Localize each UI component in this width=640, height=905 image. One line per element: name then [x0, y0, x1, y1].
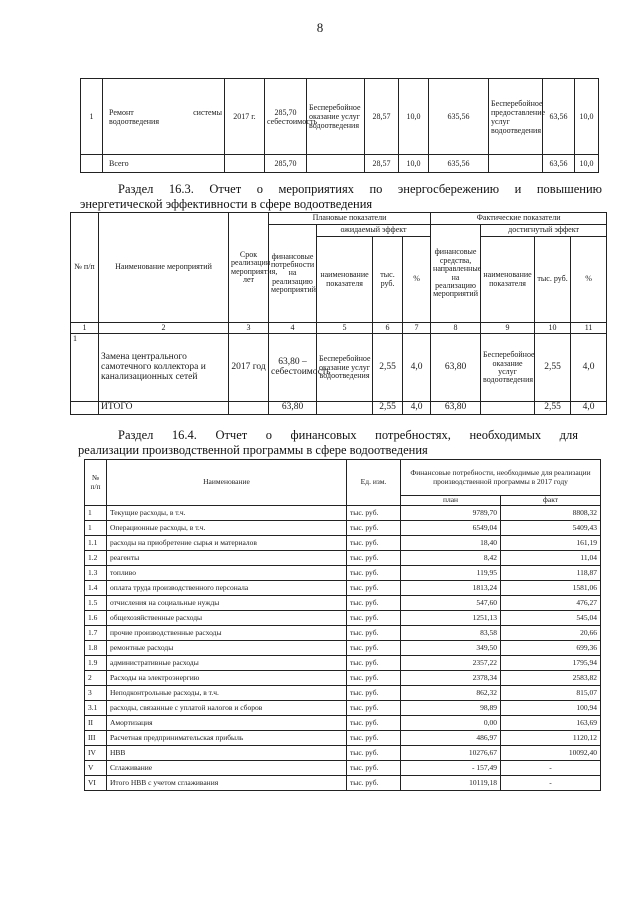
col-number: 8 — [431, 323, 481, 334]
row-fact: 5409,43 — [501, 521, 601, 536]
hdr-achieved: достигнутый эффект — [481, 225, 607, 237]
empty-cell — [307, 155, 365, 173]
row-unit: тыс. руб. — [347, 566, 401, 581]
row-name: Замена центрального самотечного коллектора и канализационных сетей — [99, 334, 229, 402]
row-plan: 862,32 — [401, 686, 501, 701]
total-label: ИТОГО — [99, 402, 229, 415]
row-fact: 8808,32 — [501, 506, 601, 521]
row-plan: 83,58 — [401, 626, 501, 641]
row-fact: 1120,12 — [501, 731, 601, 746]
hdr-pct: % — [403, 237, 431, 323]
heading-line: Раздел 16.4. Отчет о финансовых потребностях, необходимых для — [118, 428, 578, 442]
row-fact-pct: 4,0 — [571, 334, 607, 402]
total-fact-tr: 2,55 — [535, 402, 571, 415]
row-unit: тыс. руб. — [347, 761, 401, 776]
col-number: 10 — [535, 323, 571, 334]
table-row — [85, 521, 601, 536]
total-tr: 28,57 — [365, 155, 399, 173]
table-row — [85, 641, 601, 656]
row-name: реагенты — [107, 551, 347, 566]
col-number: 5 — [317, 323, 373, 334]
row-fact: 545,04 — [501, 611, 601, 626]
hdr-finance: финансовые потребности на реализацию мероприятий — [269, 225, 317, 323]
table-row-total — [71, 402, 607, 415]
row-unit: тыс. руб. — [347, 506, 401, 521]
row-name: Текущие расходы, в т.ч. — [107, 506, 347, 521]
row-fact: 118,87 — [501, 566, 601, 581]
row-plan: 18,40 — [401, 536, 501, 551]
row-plan: - 157,49 — [401, 761, 501, 776]
total-finance: 63,80 — [269, 402, 317, 415]
row-fact: 699,36 — [501, 641, 601, 656]
row-fact-finance: 63,80 — [431, 334, 481, 402]
row-plan: 10276,67 — [401, 746, 501, 761]
table-row — [85, 611, 601, 626]
table-water-repair — [80, 78, 599, 173]
heading-line: энергетической эффективности в сфере водоотведения — [80, 197, 373, 211]
table-row — [85, 506, 601, 521]
table-row — [85, 656, 601, 671]
row-tr: 2,55 — [373, 334, 403, 402]
row-name: топливо — [107, 566, 347, 581]
total-fact-tr: 63,56 — [543, 155, 575, 173]
empty-cell — [225, 155, 265, 173]
row-num: IV — [85, 746, 107, 761]
table-row — [85, 686, 601, 701]
row-period: 2017 год — [229, 334, 269, 402]
hdr-num: № п/п — [85, 460, 107, 506]
row-plan: 1251,13 — [401, 611, 501, 626]
table-row — [85, 731, 601, 746]
row-fact-finance: 635,56 — [429, 79, 489, 155]
table-row — [85, 716, 601, 731]
row-plan: 486,97 — [401, 731, 501, 746]
row-num: VI — [85, 776, 107, 791]
hdr-unit: Ед. изм. — [347, 460, 401, 506]
row-name: Расчетная предпринимательская прибыль — [107, 731, 347, 746]
row-fact-tr: 63,56 — [543, 79, 575, 155]
table-energy-saving — [70, 212, 607, 415]
row-plan: 0,00 — [401, 716, 501, 731]
row-plan: 10119,18 — [401, 776, 501, 791]
hdr-fact-name: наименование показателя — [481, 237, 535, 323]
table-body — [85, 506, 601, 791]
row-name: ремонтные расходы — [107, 641, 347, 656]
row-unit: тыс. руб. — [347, 551, 401, 566]
hdr-period: Срок реализации мероприятия, лет — [229, 213, 269, 323]
row-name — [103, 79, 225, 155]
hdr-needs: Финансовые потребности, необходимые для реализации производственной программы в 2017 году — [401, 460, 601, 496]
total-fact-pct: 4,0 — [571, 402, 607, 415]
row-num: 1.4 — [85, 581, 107, 596]
row-fact: 1795,94 — [501, 656, 601, 671]
row-fact: 100,94 — [501, 701, 601, 716]
row-num: III — [85, 731, 107, 746]
hdr-tr: тыс. руб. — [373, 237, 403, 323]
hdr-plan: план — [401, 496, 501, 506]
hdr-fact-finance: финансовые средства, направленные на реализацию мероприятий — [431, 225, 481, 323]
table-row — [85, 701, 601, 716]
row-name: Расходы на электроэнергию — [107, 671, 347, 686]
col-number: 6 — [373, 323, 403, 334]
row-unit: тыс. руб. — [347, 521, 401, 536]
row-num: II — [85, 716, 107, 731]
column-numbers-row — [71, 323, 607, 334]
row-name: Сглаживание — [107, 761, 347, 776]
col-number: 7 — [403, 323, 431, 334]
empty-cell — [81, 155, 103, 173]
row-name: Амортизация — [107, 716, 347, 731]
col-number: 9 — [481, 323, 535, 334]
table-row — [85, 671, 601, 686]
row-name: административные расходы — [107, 656, 347, 671]
section-16-3-heading — [80, 182, 602, 212]
empty-cell — [229, 402, 269, 415]
header-row — [85, 460, 601, 496]
table-row — [71, 334, 607, 402]
row-period: 2017 г. — [225, 79, 265, 155]
row-fact: 815,07 — [501, 686, 601, 701]
row-num: 2 — [85, 671, 107, 686]
table-row — [85, 596, 601, 611]
row-fact: 11,04 — [501, 551, 601, 566]
row-fact-tr: 2,55 — [535, 334, 571, 402]
row-num: V — [85, 761, 107, 776]
heading-line: реализации производственной программы в сфере водоотведения — [78, 443, 428, 457]
row-name: отчисления на социальные нужды — [107, 596, 347, 611]
row-name: Итого НВВ с учетом сглаживания — [107, 776, 347, 791]
row-num: 3.1 — [85, 701, 107, 716]
row-num: 1 — [71, 334, 99, 402]
row-plan: 2378,34 — [401, 671, 501, 686]
col-number: 1 — [71, 323, 99, 334]
row-num: 1.6 — [85, 611, 107, 626]
row-tr: 28,57 — [365, 79, 399, 155]
table-row — [85, 536, 601, 551]
row-fact: 163,69 — [501, 716, 601, 731]
row-fact: 1581,06 — [501, 581, 601, 596]
row-unit: тыс. руб. — [347, 731, 401, 746]
row-num: 3 — [85, 686, 107, 701]
row-num: 1.2 — [85, 551, 107, 566]
row-num: 1.7 — [85, 626, 107, 641]
header-row — [71, 213, 607, 225]
row-unit: тыс. руб. — [347, 701, 401, 716]
row-num: 1.5 — [85, 596, 107, 611]
hdr-num: № п/п — [71, 213, 99, 323]
section-16-4-heading — [78, 428, 578, 458]
table-row — [85, 566, 601, 581]
total-finance: 285,70 — [265, 155, 307, 173]
row-pct: 4,0 — [403, 334, 431, 402]
table-row — [85, 626, 601, 641]
table-financial-needs — [84, 459, 601, 791]
row-num: 1.1 — [85, 536, 107, 551]
table-row — [85, 761, 601, 776]
row-effect-name: Бесперебойное оказание услуг водоотведения — [317, 334, 373, 402]
row-fact: 2583,82 — [501, 671, 601, 686]
row-unit: тыс. руб. — [347, 626, 401, 641]
table-row — [81, 79, 599, 155]
empty-cell — [71, 402, 99, 415]
total-fact-pct: 10,0 — [575, 155, 599, 173]
table-row-total — [81, 155, 599, 173]
row-finance: 63,80 – себестоимость — [269, 334, 317, 402]
hdr-name: Наименование — [107, 460, 347, 506]
row-unit: тыс. руб. — [347, 536, 401, 551]
row-fact: 161,19 — [501, 536, 601, 551]
row-unit: тыс. руб. — [347, 686, 401, 701]
row-plan: 98,89 — [401, 701, 501, 716]
row-plan: 349,50 — [401, 641, 501, 656]
row-unit: тыс. руб. — [347, 776, 401, 791]
col-number: 3 — [229, 323, 269, 334]
row-unit: тыс. руб. — [347, 716, 401, 731]
page-number: 8 — [316, 20, 324, 35]
row-name: расходы, связанные с уплатой налогов и сборов — [107, 701, 347, 716]
row-plan: 8,42 — [401, 551, 501, 566]
row-unit: тыс. руб. — [347, 641, 401, 656]
total-pct: 4,0 — [403, 402, 431, 415]
row-fact: - — [501, 761, 601, 776]
total-fact-finance: 635,56 — [429, 155, 489, 173]
empty-cell — [481, 402, 535, 415]
col-number: 4 — [269, 323, 317, 334]
row-plan: 2357,22 — [401, 656, 501, 671]
row-fact-pct: 10,0 — [575, 79, 599, 155]
row-num: 1.3 — [85, 566, 107, 581]
hdr-planned: Плановые показатели — [269, 213, 431, 225]
col-number: 2 — [99, 323, 229, 334]
empty-cell — [317, 402, 373, 415]
heading-line: Раздел 16.3. Отчет о мероприятиях по энергосбережению и повышению — [118, 182, 602, 196]
row-plan: 6549,04 — [401, 521, 501, 536]
row-plan: 1813,24 — [401, 581, 501, 596]
row-unit: тыс. руб. — [347, 611, 401, 626]
row-name: Неподконтрольные расходы, в т.ч. — [107, 686, 347, 701]
total-tr: 2,55 — [373, 402, 403, 415]
row-unit: тыс. руб. — [347, 746, 401, 761]
table-row — [85, 776, 601, 791]
table-row — [85, 581, 601, 596]
row-unit: тыс. руб. — [347, 596, 401, 611]
row-unit: тыс. руб. — [347, 656, 401, 671]
row-plan: 547,60 — [401, 596, 501, 611]
row-fact-name: Бесперебойное оказание услуг водоотведения — [481, 334, 535, 402]
total-pct: 10,0 — [399, 155, 429, 173]
row-num: 1 — [81, 79, 103, 155]
empty-cell — [489, 155, 543, 173]
hdr-actual: Фактические показатели — [431, 213, 607, 225]
row-plan: 9789,70 — [401, 506, 501, 521]
row-pct: 10,0 — [399, 79, 429, 155]
table-row — [85, 551, 601, 566]
row-num: 1.9 — [85, 656, 107, 671]
hdr-name: Наименование мероприятий — [99, 213, 229, 323]
table-row — [85, 746, 601, 761]
row-name: расходы на приобретение сырья и материалов — [107, 536, 347, 551]
row-fact: - — [501, 776, 601, 791]
row-name: общехозяйственные расходы — [107, 611, 347, 626]
hdr-fact-pct: % — [571, 237, 607, 323]
total-fact-finance: 63,80 — [431, 402, 481, 415]
name-part: системы — [193, 107, 222, 117]
hdr-eff-name: наименование показателя — [317, 237, 373, 323]
row-unit: тыс. руб. — [347, 581, 401, 596]
row-name: прочие производственные расходы — [107, 626, 347, 641]
row-unit: тыс. руб. — [347, 671, 401, 686]
hdr-expected: ожидаемый эффект — [317, 225, 431, 237]
row-plan: 119,95 — [401, 566, 501, 581]
row-num: 1 — [85, 521, 107, 536]
row-name: НВВ — [107, 746, 347, 761]
hdr-fact: факт — [501, 496, 601, 506]
name-part: Ремонт — [109, 107, 134, 117]
col-number: 11 — [571, 323, 607, 334]
hdr-fact-tr: тыс. руб. — [535, 237, 571, 323]
row-name: Операционные расходы, в т.ч. — [107, 521, 347, 536]
row-name: оплата труда производственного персонала — [107, 581, 347, 596]
row-num: 1.8 — [85, 641, 107, 656]
row-fact: 476,27 — [501, 596, 601, 611]
row-fact: 10092,40 — [501, 746, 601, 761]
row-num: 1 — [85, 506, 107, 521]
row-fact: 20,66 — [501, 626, 601, 641]
name-part: водоотведения — [109, 116, 159, 126]
total-label: Всего — [103, 155, 225, 173]
row-fact-name: Бесперебойное предоставление услуг водоотведения — [489, 79, 543, 155]
row-effect-name: Бесперебойное оказание услуг водоотведения — [307, 79, 365, 155]
row-finance: 285,70 себестоимость — [265, 79, 307, 155]
